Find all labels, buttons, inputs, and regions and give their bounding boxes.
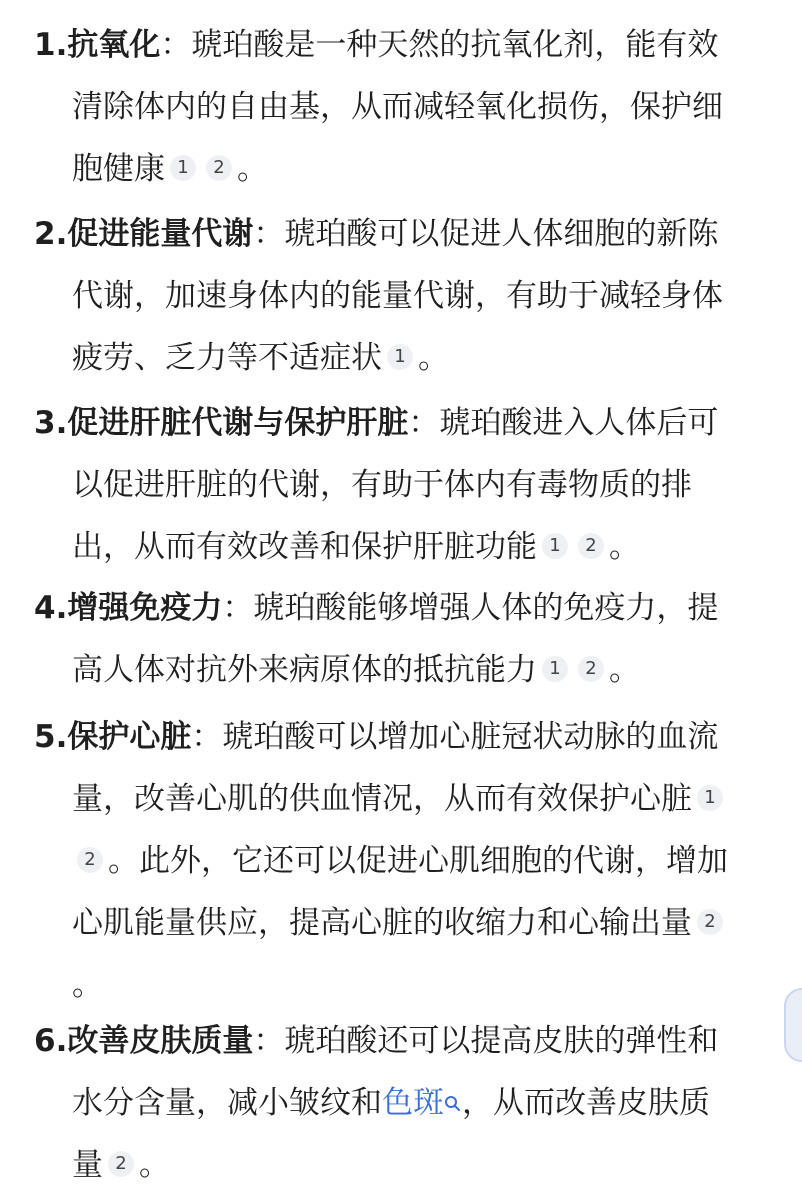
item-end-punct: 。 — [609, 652, 640, 688]
item-title: 增强免疫力 — [67, 590, 223, 626]
item-text: ：琥珀酸可以促进人体细胞的新陈 — [253, 216, 719, 252]
item-line — [72, 892, 728, 954]
item-number: 3. — [34, 405, 68, 441]
item-text: 疲劳、乏力等不适症状 — [72, 340, 382, 376]
item-end-punct: 。 — [237, 151, 268, 187]
item-line — [72, 830, 728, 892]
citation-badge[interactable]: 2 — [206, 155, 232, 181]
item-number: 6. — [34, 1023, 68, 1059]
item-line — [72, 1134, 170, 1196]
item-line — [72, 954, 103, 1016]
item-line — [34, 1010, 718, 1072]
item-line — [72, 516, 640, 578]
citation-badge[interactable]: 1 — [697, 785, 723, 811]
item-text: 。此外，它还可以促进心肌细胞的代谢，增加 — [108, 843, 728, 879]
citation-badge[interactable]: 2 — [108, 1151, 134, 1177]
item-text: 心肌能量供应，提高心脏的收缩力和心输出量 — [72, 905, 692, 941]
citation-badge[interactable]: 1 — [387, 344, 413, 370]
item-end-punct: 。 — [139, 1147, 170, 1183]
item-line — [34, 203, 718, 265]
citation-badge[interactable]: 2 — [697, 909, 723, 935]
item-line — [34, 577, 718, 639]
item-title: 促进能量代谢 — [67, 216, 254, 252]
item-line — [34, 392, 718, 454]
item-number: 4. — [34, 590, 68, 626]
item-end-punct: 。 — [418, 340, 449, 376]
item-title: 抗氧化 — [67, 27, 161, 63]
item-line — [34, 706, 718, 768]
item-line — [72, 265, 723, 327]
item-text: 水分含量，减小皱纹和 — [72, 1085, 382, 1121]
inline-search-link[interactable] — [382, 1085, 462, 1121]
item-text: 清除体内的自由基，从而减轻氧化损伤，保护细 — [72, 89, 723, 125]
item-text: 高人体对抗外来病原体的抵抗能力 — [72, 652, 537, 688]
citation-badge[interactable]: 2 — [77, 847, 103, 873]
item-end-punct: 。 — [72, 967, 103, 1003]
item-title: 促进肝脏代谢与保护肝脏 — [67, 405, 409, 441]
citation-badge[interactable]: 1 — [170, 155, 196, 181]
item-text: 以促进肝脏的代谢，有助于体内有毒物质的排 — [72, 467, 692, 503]
item-line — [72, 768, 728, 830]
item-text: ：琥珀酸可以增加心脏冠状动脉的血流 — [191, 719, 719, 755]
item-title: 保护心脏 — [67, 719, 192, 755]
floating-assistant-button[interactable] — [784, 988, 802, 1062]
item-text: ：琥珀酸进入人体后可 — [408, 405, 719, 441]
item-line — [72, 454, 692, 516]
item-number: 2. — [34, 216, 68, 252]
item-number: 1. — [34, 27, 68, 63]
item-text: ：琥珀酸能够增强人体的免疫力，提 — [222, 590, 719, 626]
item-text: 出，从而有效改善和保护肝脏功能 — [72, 529, 537, 565]
item-title: 改善皮肤质量 — [67, 1023, 254, 1059]
item-text: 量，改善心肌的供血情况，从而有效保护心脏 — [72, 781, 692, 817]
item-text: ：琥珀酸还可以提高皮肤的弹性和 — [253, 1023, 719, 1059]
item-number: 5. — [34, 719, 68, 755]
item-line — [72, 639, 640, 701]
item-line — [72, 138, 268, 200]
citation-badge[interactable]: 1 — [542, 533, 568, 559]
item-line — [72, 327, 449, 389]
item-text: ，从而改善皮肤质 — [462, 1085, 710, 1121]
item-line — [72, 1072, 710, 1134]
citation-badge[interactable]: 2 — [578, 533, 604, 559]
item-text: 量 — [72, 1147, 103, 1183]
search-icon — [444, 1074, 462, 1136]
citation-badge[interactable]: 1 — [542, 656, 568, 682]
item-line — [72, 76, 723, 138]
item-end-punct: 。 — [609, 529, 640, 565]
item-text: ：琥珀酸是一种天然的抗氧化剂，能有效 — [160, 27, 719, 63]
item-line — [34, 14, 718, 76]
item-text: 代谢，加速身体内的能量代谢，有助于减轻身体 — [72, 278, 723, 314]
citation-badge[interactable]: 2 — [578, 656, 604, 682]
link-text: 色斑 — [382, 1085, 444, 1121]
item-text: 胞健康 — [72, 151, 165, 187]
